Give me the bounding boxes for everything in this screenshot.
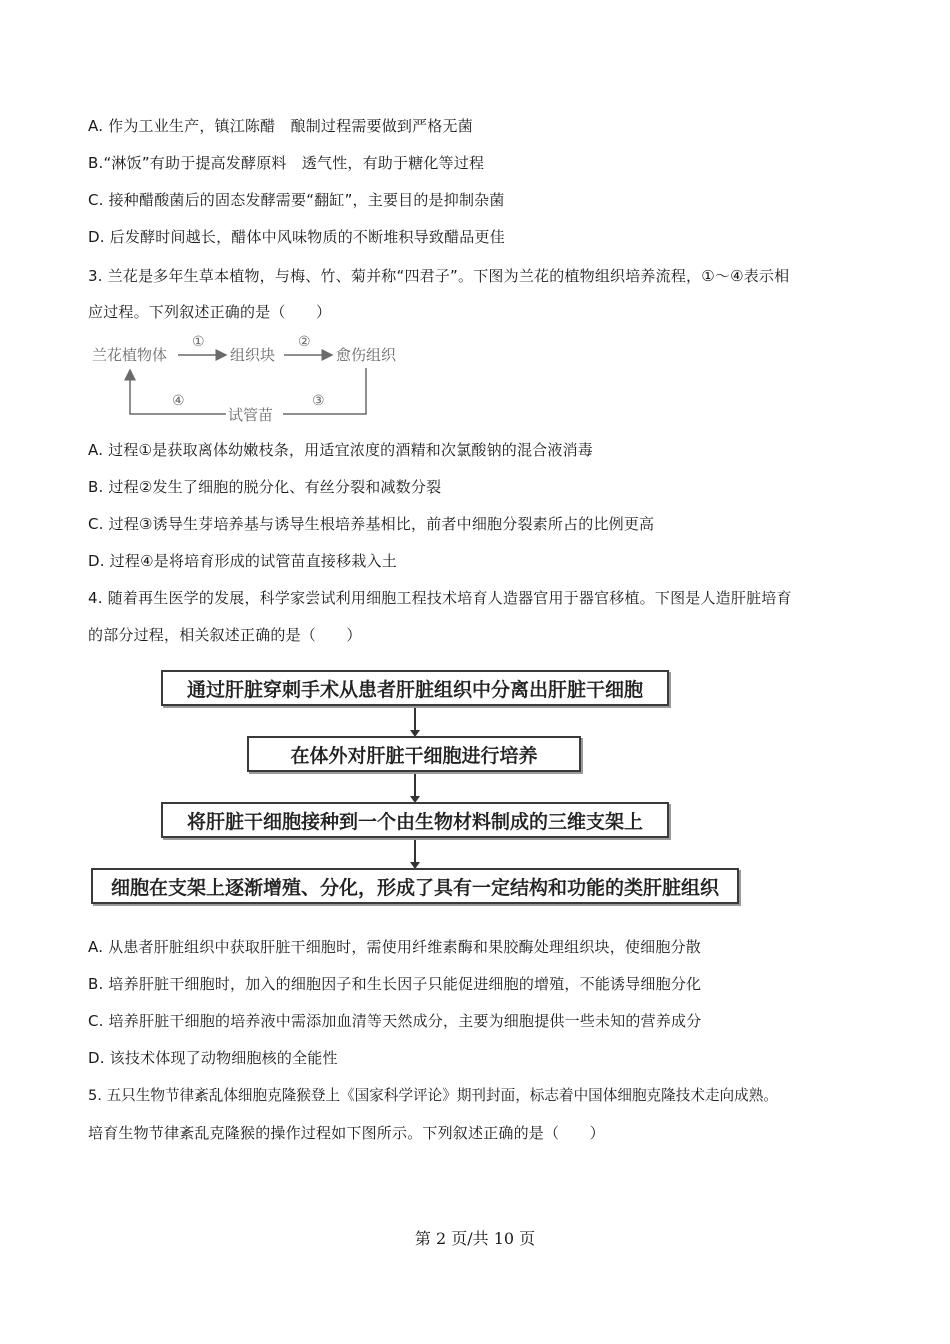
- flow-arrow-1: [414, 708, 416, 731]
- q3-option-a: A. 过程①是获取离体幼嫩枝条，用适宜浓度的酒精和次氯酸钠的混合液消毒: [88, 441, 593, 459]
- flow-arrow-3: [414, 840, 416, 863]
- q3-option-d: D. 过程④是将培育形成的试管苗直接移栽入土: [88, 552, 397, 570]
- flow-step-2: 在体外对肝脏干细胞进行培养: [247, 736, 581, 772]
- step2-label: ②: [298, 334, 311, 350]
- q4-option-d: D. 该技术体现了动物细胞核的全能性: [88, 1049, 338, 1067]
- flow-step-1: 通过肝脏穿刺手术从患者肝脏组织中分离出肝脏干细胞: [161, 670, 669, 706]
- step1-label: ①: [192, 334, 205, 350]
- flow-step-4: 细胞在支架上逐渐增殖、分化，形成了具有一定结构和功能的类肝脏组织: [91, 868, 739, 904]
- node-orchid-plant: 兰花植物体: [92, 346, 168, 364]
- node-callus: 愈伤组织: [336, 346, 397, 364]
- step3-label: ③: [312, 393, 325, 409]
- q3-option-c: C. 过程③诱导生芽培养基与诱导生根培养基相比，前者中细胞分裂素所占的比例更高: [88, 515, 655, 533]
- q4-option-a: A. 从患者肝脏组织中获取肝脏干细胞时，需使用纤维素酶和果胶酶处理组织块，使细胞分散: [88, 938, 701, 956]
- q4-option-b: B. 培养肝脏干细胞时，加入的细胞因子和生长因子只能促进细胞的增殖，不能诱导细胞分化: [88, 975, 702, 993]
- q3-stem-line1: 3. 兰花是多年生草本植物，与梅、竹、菊并称“四君子”。下图为兰花的植物组织培养流程，①～④表示相: [88, 267, 790, 285]
- q4-option-c: C. 培养肝脏干细胞的培养液中需添加血清等天然成分，主要为细胞提供一些未知的营养成分: [88, 1012, 702, 1030]
- node-test-tube-seedling: 试管苗: [228, 406, 274, 424]
- q2-option-b: B.“淋饭”有助于提高发酵原料 透气性，有助于糖化等过程: [88, 154, 485, 172]
- q3-option-b: B. 过程②发生了细胞的脱分化、有丝分裂和减数分裂: [88, 478, 442, 496]
- page-number: 第 2 页/共 10 页: [414, 1229, 536, 1248]
- node-tissue-block: 组织块: [230, 346, 276, 364]
- q5-stem-line2: 培育生物节律紊乱克隆猴的操作过程如下图所示。下列叙述正确的是（ ）: [88, 1124, 605, 1142]
- q4-stem-line1: 4. 随着再生医学的发展，科学家尝试利用细胞工程技术培育人造器官用于器官移植。下图是人造肝脏培育: [88, 589, 792, 607]
- q2-option-a: A. 作为工业生产，镇江陈醋 酿制过程需要做到严格无菌: [88, 117, 473, 135]
- q2-option-d: D. 后发酵时间越长，醋体中风味物质的不断堆积导致醋品更佳: [88, 228, 505, 246]
- flow-step-3: 将肝脏干细胞接种到一个由生物材料制成的三维支架上: [161, 802, 669, 838]
- step4-label: ④: [172, 393, 185, 409]
- tissue-culture-diagram: [88, 334, 418, 428]
- q5-stem-line1: 5. 五只生物节律紊乱体细胞克隆猴登上《国家科学评论》期刊封面，标志着中国体细胞克隆技术走向成熟。: [88, 1087, 778, 1104]
- flow-arrow-2: [414, 774, 416, 797]
- q2-option-c: C. 接种醋酸菌后的固态发酵需要“翻缸”，主要目的是抑制杂菌: [88, 191, 505, 209]
- q4-stem-line2: 的部分过程，相关叙述正确的是（ ）: [88, 626, 362, 644]
- q3-stem-line2: 应过程。下列叙述正确的是（ ）: [88, 303, 332, 321]
